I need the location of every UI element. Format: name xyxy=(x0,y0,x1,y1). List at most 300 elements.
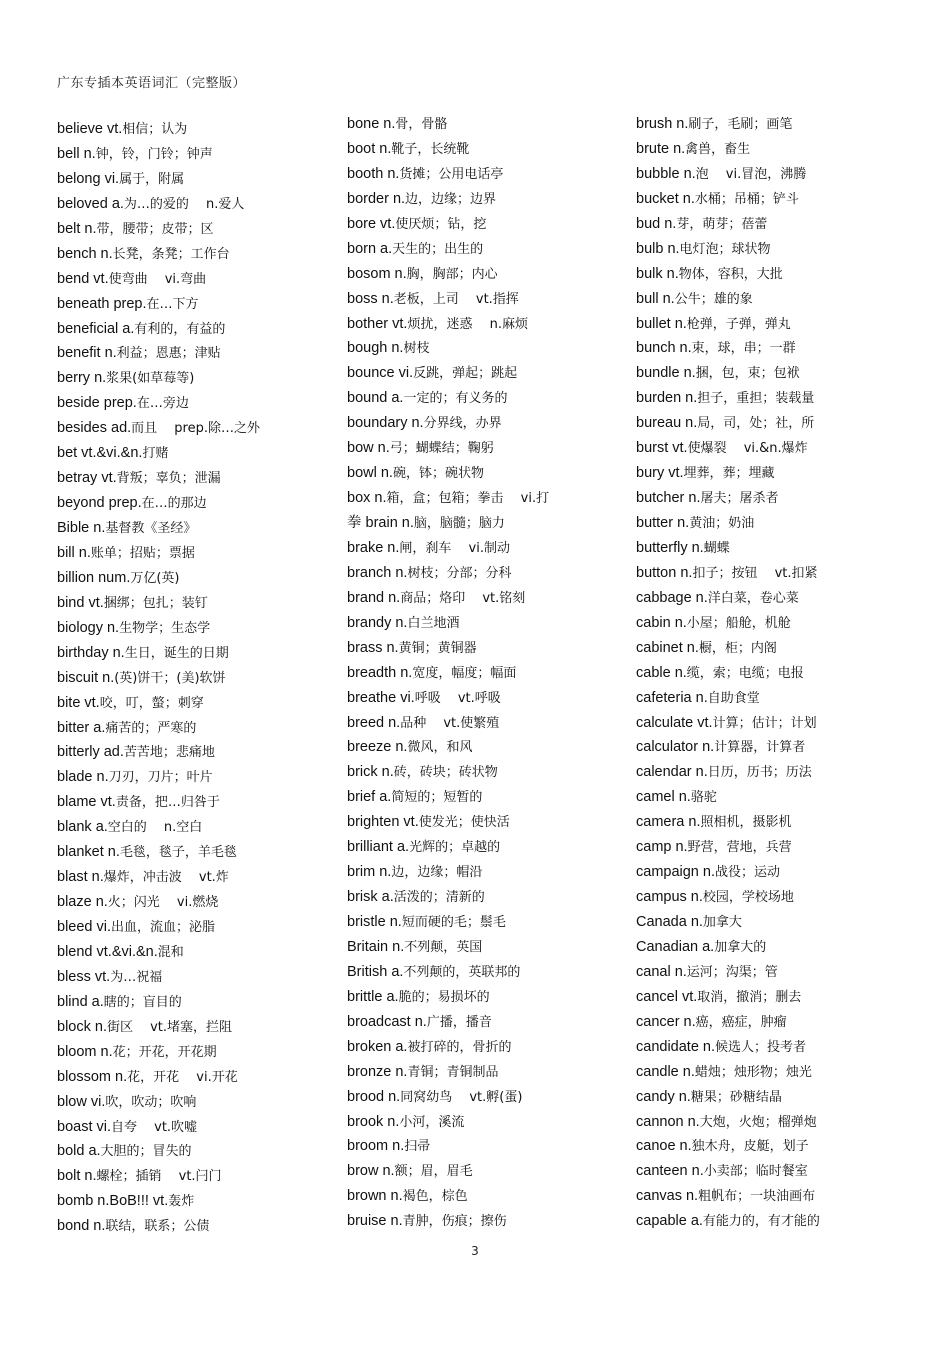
vocab-entry xyxy=(347,661,617,686)
vocab-word: blade n. xyxy=(57,769,109,786)
vocab-word: calculate vt. xyxy=(636,714,713,731)
vocab-word: blind a. xyxy=(57,993,104,1010)
vocab-definition: 公牛；雄的象 xyxy=(674,291,753,307)
vocab-definition: 生日，诞生的日期 xyxy=(124,645,229,661)
vocab-definition: 短而硬的毛；鬃毛 xyxy=(401,915,506,930)
vocab-entry xyxy=(57,142,327,167)
vocab-entry xyxy=(57,865,327,890)
vocab-entry xyxy=(57,666,327,691)
vocab-word: bureau n. xyxy=(636,415,698,432)
vocab-definition: 枪弹，子弹，弹丸 xyxy=(686,316,791,332)
vocab-entry xyxy=(347,586,617,611)
vocab-entry xyxy=(57,441,327,466)
vocab-entry xyxy=(636,686,926,711)
vocab-entry xyxy=(347,287,617,312)
vocab-word: Britain n. xyxy=(347,938,405,955)
vocab-definition: 箱，盒；包箱；拳击 vi.打 xyxy=(386,491,550,507)
vocab-word: bill n. xyxy=(57,544,91,561)
vocab-definition: 禽兽，畜生 xyxy=(685,141,751,157)
vocab-definition: 褐色，棕色 xyxy=(402,1189,468,1205)
vocab-entry xyxy=(636,960,926,985)
vocab-word: branch n. xyxy=(347,564,408,581)
vocab-definition: 大胆的；冒失的 xyxy=(100,1144,192,1160)
vocab-entry xyxy=(57,1214,327,1239)
vocab-entry xyxy=(347,1209,617,1234)
vocab-entry xyxy=(636,860,926,885)
vocab-entry xyxy=(57,341,327,366)
vocab-definition: 被打碎的，骨折的 xyxy=(407,1039,512,1055)
vocab-word: bull n. xyxy=(636,290,675,307)
vocab-definition: 为…的爱的 n.爱人 xyxy=(123,196,245,212)
vocab-definition: 额；眉，眉毛 xyxy=(394,1164,473,1180)
vocab-entry xyxy=(347,561,617,586)
vocab-definition: 自助食堂 xyxy=(707,690,760,706)
vocab-column-2 xyxy=(347,112,617,1234)
vocab-word: betray vt. xyxy=(57,470,117,487)
vocab-definition: 边，边缘；边界 xyxy=(405,191,497,207)
vocab-definition: 蜡烛；烛形物；烛光 xyxy=(694,1064,812,1080)
vocab-definition: 有能力的，有才能的 xyxy=(702,1214,820,1230)
vocab-word: blank a. xyxy=(57,819,108,836)
vocab-definition: 树枝；分部；分科 xyxy=(407,565,512,581)
vocab-definition: 青铜；青铜制品 xyxy=(407,1064,499,1080)
vocab-word: bud n. xyxy=(636,215,677,232)
vocab-word: believe vt. xyxy=(57,121,123,137)
vocab-word: bound a. xyxy=(347,390,404,407)
vocab-entry xyxy=(636,386,926,411)
vocab-word: blend vt.&vi.&n. xyxy=(57,943,158,960)
vocab-word: canal n. xyxy=(636,963,687,980)
vocab-entry xyxy=(347,636,617,661)
vocab-word: bubble n. xyxy=(636,165,696,182)
vocab-entry xyxy=(636,785,926,810)
vocab-entry xyxy=(57,117,327,142)
vocab-entry xyxy=(636,760,926,785)
vocab-word: cabinet n. xyxy=(636,639,699,656)
vocab-word: brook n. xyxy=(347,1113,400,1130)
vocab-word: blow vi. xyxy=(57,1093,106,1110)
vocab-definition: 脆的；易损坏的 xyxy=(398,989,490,1005)
vocab-entry xyxy=(636,1159,926,1184)
vocab-entry xyxy=(347,1134,617,1159)
vocab-definition: 芽，萌芽；蓓蕾 xyxy=(676,216,768,232)
vocab-entry xyxy=(347,1010,617,1035)
vocab-word: button n. xyxy=(636,564,693,581)
vocab-word: brow n. xyxy=(347,1163,395,1180)
vocab-definition: 屠夫；屠杀者 xyxy=(700,491,779,507)
vocab-word: British a. xyxy=(347,963,404,980)
vocab-definition: 在…的那边 xyxy=(141,496,207,512)
vocab-definition: 在…下方 xyxy=(146,296,199,312)
vocab-entry xyxy=(57,292,327,317)
vocab-entry xyxy=(57,1139,327,1164)
vocab-entry xyxy=(636,212,926,237)
vocab-word: bowl n. xyxy=(347,465,393,482)
vocab-word: bore vt. xyxy=(347,215,396,232)
vocab-entry xyxy=(57,217,327,242)
vocab-word: beloved a. xyxy=(57,195,124,212)
vocab-entry xyxy=(347,810,617,835)
vocab-word: benefit n. xyxy=(57,345,117,362)
vocab-definition: 带，腰带；皮带；区 xyxy=(96,221,214,237)
vocab-definition: 取消，撤消；删去 xyxy=(697,989,802,1005)
vocab-entry xyxy=(347,312,617,337)
vocab-word: broadcast n. xyxy=(347,1013,427,1030)
vocab-entry xyxy=(636,1035,926,1060)
vocab-definition: 同窝幼鸟 vt.孵(蛋) xyxy=(400,1089,523,1105)
vocab-entry xyxy=(636,1010,926,1035)
vocab-entry xyxy=(57,740,327,765)
vocab-word: beneath prep. xyxy=(57,295,147,312)
vocab-definition: 一定的；有义务的 xyxy=(403,391,508,407)
vocab-entry xyxy=(347,1035,617,1060)
vocab-word: bundle n. xyxy=(636,365,696,382)
vocab-entry xyxy=(636,586,926,611)
vocab-definition: 背叛；辜负；泄漏 xyxy=(116,471,221,487)
vocab-entry xyxy=(636,162,926,187)
vocab-word: beside prep. xyxy=(57,395,137,412)
vocab-definition: 大炮，火炮；榴弹炮 xyxy=(699,1114,817,1130)
vocab-definition: 洋白菜，卷心菜 xyxy=(707,590,799,606)
vocab-entry xyxy=(57,1164,327,1189)
vocab-word: campus n. xyxy=(636,889,703,906)
vocab-word: bury vt. xyxy=(636,465,684,482)
vocab-entry xyxy=(347,112,617,137)
vocab-definition: 基督教《圣经》 xyxy=(105,521,197,536)
vocab-entry xyxy=(347,361,617,386)
vocab-entry xyxy=(636,1184,926,1209)
vocab-word: bitterly ad. xyxy=(57,744,124,761)
vocab-definition: 天生的；出生的 xyxy=(392,241,484,257)
vocab-entry xyxy=(347,536,617,561)
vocab-definition: 钟，铃，门铃；钟声 xyxy=(95,146,213,162)
vocab-column-3 xyxy=(636,112,926,1234)
vocab-entry xyxy=(57,1065,327,1090)
vocab-entry xyxy=(636,1209,926,1234)
vocab-definition: 黄铜；黄铜器 xyxy=(398,640,477,656)
vocab-word: bow n. xyxy=(347,440,390,457)
vocab-word: bolt n. xyxy=(57,1168,97,1185)
vocab-definition: 出血，流血；泌脂 xyxy=(111,920,216,935)
vocab-word: brandy n. xyxy=(347,614,408,631)
vocab-definition: 使爆裂 vi.&n.爆炸 xyxy=(687,441,808,457)
vocab-entry xyxy=(636,187,926,212)
vocab-definition: 束，球，串；一群 xyxy=(691,341,796,357)
vocab-entry xyxy=(347,386,617,411)
vocab-entry xyxy=(57,416,327,441)
vocab-entry xyxy=(347,262,617,287)
vocab-word: camel n. xyxy=(636,789,691,806)
vocab-entry xyxy=(57,541,327,566)
vocab-entry xyxy=(636,561,926,586)
vocab-entry xyxy=(636,112,926,137)
vocab-definition: 吹，吹动；吹响 xyxy=(105,1094,197,1110)
vocab-entry xyxy=(636,711,926,736)
vocab-word: blame vt. xyxy=(57,794,116,811)
vocab-word: beyond prep. xyxy=(57,495,142,512)
vocab-definition: 长凳，条凳；工作台 xyxy=(112,246,230,262)
vocab-definition: 轰炸 xyxy=(168,1194,195,1210)
vocab-definition: 候选人；投考者 xyxy=(715,1039,807,1055)
vocab-definition: 边，边缘；帽沿 xyxy=(391,865,483,881)
vocab-definition: 浆果(如草莓等) xyxy=(106,371,195,387)
vocab-entry xyxy=(636,735,926,760)
vocab-entry xyxy=(57,1090,327,1115)
vocab-entry xyxy=(57,1040,327,1065)
vocab-definition: 野营，营地，兵营 xyxy=(687,840,792,856)
vocab-definition: 橱，柜；内阁 xyxy=(698,640,777,656)
vocab-word: berry n. xyxy=(57,370,107,387)
vocab-entry xyxy=(57,790,327,815)
vocab-definition: 联结，联系；公债 xyxy=(105,1219,210,1235)
vocab-entry xyxy=(347,611,617,636)
vocab-entry xyxy=(636,636,926,661)
vocab-word: blast n. xyxy=(57,869,104,886)
vocab-entry xyxy=(636,1085,926,1110)
vocab-entry xyxy=(636,461,926,486)
vocab-entry xyxy=(636,910,926,935)
vocab-definition: 呼吸 vt.呼吸 xyxy=(414,690,501,706)
vocab-definition: 癌，癌症，肿瘤 xyxy=(695,1014,787,1030)
vocab-entry xyxy=(57,890,327,915)
vocab-entry xyxy=(347,735,617,760)
vocab-word: camp n. xyxy=(636,839,688,856)
vocab-entry xyxy=(57,591,327,616)
vocab-entry xyxy=(636,611,926,636)
vocab-word: butcher n. xyxy=(636,490,701,507)
vocab-definition: 毛毯，毯子，羊毛毯 xyxy=(119,845,237,861)
vocab-word: cannon n. xyxy=(636,1113,700,1130)
vocab-entry xyxy=(57,267,327,292)
vocab-definition: 万亿(英) xyxy=(130,570,180,586)
vocab-definition: 战役；运动 xyxy=(715,865,781,881)
vocab-definition: 骆驼 xyxy=(690,790,717,806)
vocab-word: bind vt. xyxy=(57,594,104,611)
vocab-entry xyxy=(57,1015,327,1040)
vocab-word: 拳 brain n. xyxy=(347,515,414,531)
vocab-word: bone n. xyxy=(347,116,396,132)
vocab-word: brick n. xyxy=(347,764,394,781)
vocab-definition: 光辉的；卓越的 xyxy=(409,840,501,856)
vocab-entry xyxy=(636,361,926,386)
vocab-word: brittle a. xyxy=(347,988,399,1005)
vocab-word: brighten vt. xyxy=(347,814,419,831)
vocab-entry xyxy=(636,536,926,561)
vocab-definition: 责备，把…归咎于 xyxy=(115,795,220,811)
vocab-definition: 照相机，摄影机 xyxy=(700,815,792,831)
vocab-definition: 火；闪光 vi.燃烧 xyxy=(107,895,219,911)
vocab-word: breeze n. xyxy=(347,739,408,756)
vocab-entry xyxy=(347,711,617,736)
vocab-word: butter n. xyxy=(636,515,690,531)
vocab-entry xyxy=(57,815,327,840)
vocab-entry xyxy=(636,1110,926,1135)
vocab-definition: 广播，播音 xyxy=(426,1014,492,1030)
vocab-entry xyxy=(636,885,926,910)
vocab-definition: 校园，学校场地 xyxy=(702,890,794,906)
vocab-entry xyxy=(636,237,926,262)
vocab-word: brake n. xyxy=(347,539,400,556)
vocab-definition: 不列颠的，英联邦的 xyxy=(403,964,521,980)
vocab-word: calculator n. xyxy=(636,739,715,756)
vocab-word: cafeteria n. xyxy=(636,689,708,706)
vocab-definition: 日历，历书；历法 xyxy=(707,765,812,781)
vocab-definition: 局，司，处；社，所 xyxy=(697,416,815,432)
page-number: 3 xyxy=(471,1244,479,1258)
vocab-word: bosom n. xyxy=(347,265,407,282)
vocab-word: block n. xyxy=(57,1018,107,1035)
vocab-entry xyxy=(347,137,617,162)
vocab-entry xyxy=(347,1110,617,1135)
vocab-definition: 靴子，长统靴 xyxy=(391,141,470,157)
vocab-word: bomb n.BoB!!! vt. xyxy=(57,1193,169,1210)
vocab-entry xyxy=(347,336,617,361)
vocab-entry xyxy=(57,1115,327,1140)
vocab-entry xyxy=(636,336,926,361)
vocab-word: brass n. xyxy=(347,639,399,656)
vocab-word: cabbage n. xyxy=(636,589,708,606)
vocab-word: broom n. xyxy=(347,1138,405,1155)
vocab-word: bloom n. xyxy=(57,1043,113,1060)
vocab-definition: 弓；蝴蝶结；鞠躬 xyxy=(389,441,494,457)
vocab-definition: 脑，脑髓；脑力 xyxy=(413,516,505,531)
vocab-word: calendar n. xyxy=(636,764,708,781)
vocab-entry xyxy=(347,835,617,860)
vocab-entry xyxy=(347,785,617,810)
vocab-definition: 为…祝福 xyxy=(110,969,163,985)
vocab-definition: 扫帚 xyxy=(404,1139,431,1155)
vocab-word: bough n. xyxy=(347,340,404,357)
vocab-entry xyxy=(636,661,926,686)
vocab-definition: 爆炸，冲击波 vt.炸 xyxy=(103,870,229,886)
vocab-word: bend vt. xyxy=(57,270,109,287)
vocab-entry xyxy=(347,885,617,910)
vocab-definition: 花；开花，开花期 xyxy=(112,1044,217,1060)
vocab-word: brown n. xyxy=(347,1188,403,1205)
vocab-word: bronze n. xyxy=(347,1063,408,1080)
vocab-definition: 捆绑；包扎；装钉 xyxy=(103,595,208,611)
vocab-entry xyxy=(636,935,926,960)
vocab-word: burst vt. xyxy=(636,440,688,457)
vocab-definition: 扣子；按钮 vt.扣紧 xyxy=(692,565,818,581)
vocab-entry xyxy=(636,312,926,337)
vocab-definition: 加拿大 xyxy=(702,915,742,930)
vocab-entry xyxy=(636,511,926,536)
vocab-word: broken a. xyxy=(347,1038,408,1055)
vocab-definition: 闸，刹车 vi.制动 xyxy=(399,540,510,556)
vocab-definition: 黄油；奶油 xyxy=(689,516,755,531)
vocab-entry xyxy=(636,1134,926,1159)
vocab-word: boot n. xyxy=(347,140,392,157)
vocab-definition: 咬，叮，螫；刺穿 xyxy=(99,695,204,711)
vocab-entry xyxy=(57,516,327,541)
vocab-definition: 使厌烦；钻，挖 xyxy=(395,216,487,232)
vocab-definition: 小河，溪流 xyxy=(399,1114,465,1130)
vocab-word: campaign n. xyxy=(636,864,715,881)
vocab-word: blossom n. xyxy=(57,1068,128,1085)
vocab-word: Canadian a. xyxy=(636,938,715,955)
vocab-entry xyxy=(636,1060,926,1085)
vocab-entry xyxy=(347,760,617,785)
vocab-definition: 品种 vt.使繁殖 xyxy=(400,715,500,731)
vocab-word: candle n. xyxy=(636,1063,695,1080)
vocab-definition: 计算器，计算者 xyxy=(714,740,806,756)
vocab-entry xyxy=(57,167,327,192)
vocab-definition: 缆，索；电缆；电报 xyxy=(686,665,804,681)
vocab-entry xyxy=(636,985,926,1010)
vocab-definition: 花，开花 vi.开花 xyxy=(127,1069,238,1085)
vocab-entry xyxy=(636,411,926,436)
vocab-word: boundary n. xyxy=(347,415,424,432)
vocab-definition: 微风，和风 xyxy=(407,740,473,756)
vocab-definition: 利益；恩惠；津贴 xyxy=(116,346,221,362)
vocab-entry xyxy=(636,835,926,860)
vocab-definition: 相信；认为 xyxy=(122,122,188,137)
vocab-column-1 xyxy=(57,117,327,1239)
vocab-entry xyxy=(57,965,327,990)
vocab-definition: 捆，包，束；包袱 xyxy=(695,366,800,382)
vocab-word: Canada n. xyxy=(636,914,703,930)
vocab-entry xyxy=(347,1184,617,1209)
vocab-word: biology n. xyxy=(57,619,120,636)
vocab-word: brush n. xyxy=(636,116,689,132)
vocab-word: bristle n. xyxy=(347,914,402,930)
vocab-entry xyxy=(57,765,327,790)
vocab-definition: 老板，上司 vt.指挥 xyxy=(393,291,519,307)
vocab-entry xyxy=(347,162,617,187)
vocab-definition: 物体，容积，大批 xyxy=(678,266,783,282)
vocab-word: brisk a. xyxy=(347,889,394,906)
vocab-word: booth n. xyxy=(347,165,400,182)
vocab-definition: (英)饼干；(美)软饼 xyxy=(114,670,226,686)
vocab-entry xyxy=(347,960,617,985)
vocab-definition: 使发光；使快活 xyxy=(418,815,510,831)
vocab-definition: 泡 vi.冒泡，沸腾 xyxy=(695,166,807,182)
vocab-entry xyxy=(347,511,617,536)
vocab-word: bite vt. xyxy=(57,694,100,711)
vocab-entry xyxy=(636,486,926,511)
vocab-entry xyxy=(57,566,327,591)
vocab-definition: 水桶；吊桶；铲斗 xyxy=(694,191,799,207)
vocab-word: boss n. xyxy=(347,290,394,307)
vocab-definition: 烦扰，迷惑 n.麻烦 xyxy=(407,316,528,332)
vocab-definition: 刀刃，刀片；叶片 xyxy=(108,770,213,786)
vocab-entry xyxy=(347,486,617,511)
vocab-entry xyxy=(57,616,327,641)
vocab-entry xyxy=(57,242,327,267)
vocab-definition: 而且 prep.除…之外 xyxy=(131,421,260,437)
vocab-word: bleed vi. xyxy=(57,919,112,935)
vocab-entry xyxy=(636,436,926,461)
vocab-entry xyxy=(57,990,327,1015)
vocab-entry xyxy=(347,1060,617,1085)
vocab-entry xyxy=(347,237,617,262)
vocab-word: cabin n. xyxy=(636,614,687,631)
vocab-entry xyxy=(347,187,617,212)
vocab-entry xyxy=(57,716,327,741)
vocab-word: breed n. xyxy=(347,714,401,731)
vocab-entry xyxy=(347,436,617,461)
vocab-definition: 运河；沟渠；管 xyxy=(686,964,778,980)
vocab-definition: 账单；招贴；票据 xyxy=(90,545,195,561)
vocab-word: box n. xyxy=(347,490,387,507)
vocab-definition: 货摊；公用电话亭 xyxy=(399,166,504,182)
vocab-definition: 电灯泡；球状物 xyxy=(679,241,771,257)
vocab-entry xyxy=(347,212,617,237)
vocab-word: brilliant a. xyxy=(347,839,410,856)
vocab-entry xyxy=(636,137,926,162)
vocab-definition: 青肿，伤痕；擦伤 xyxy=(402,1214,507,1230)
